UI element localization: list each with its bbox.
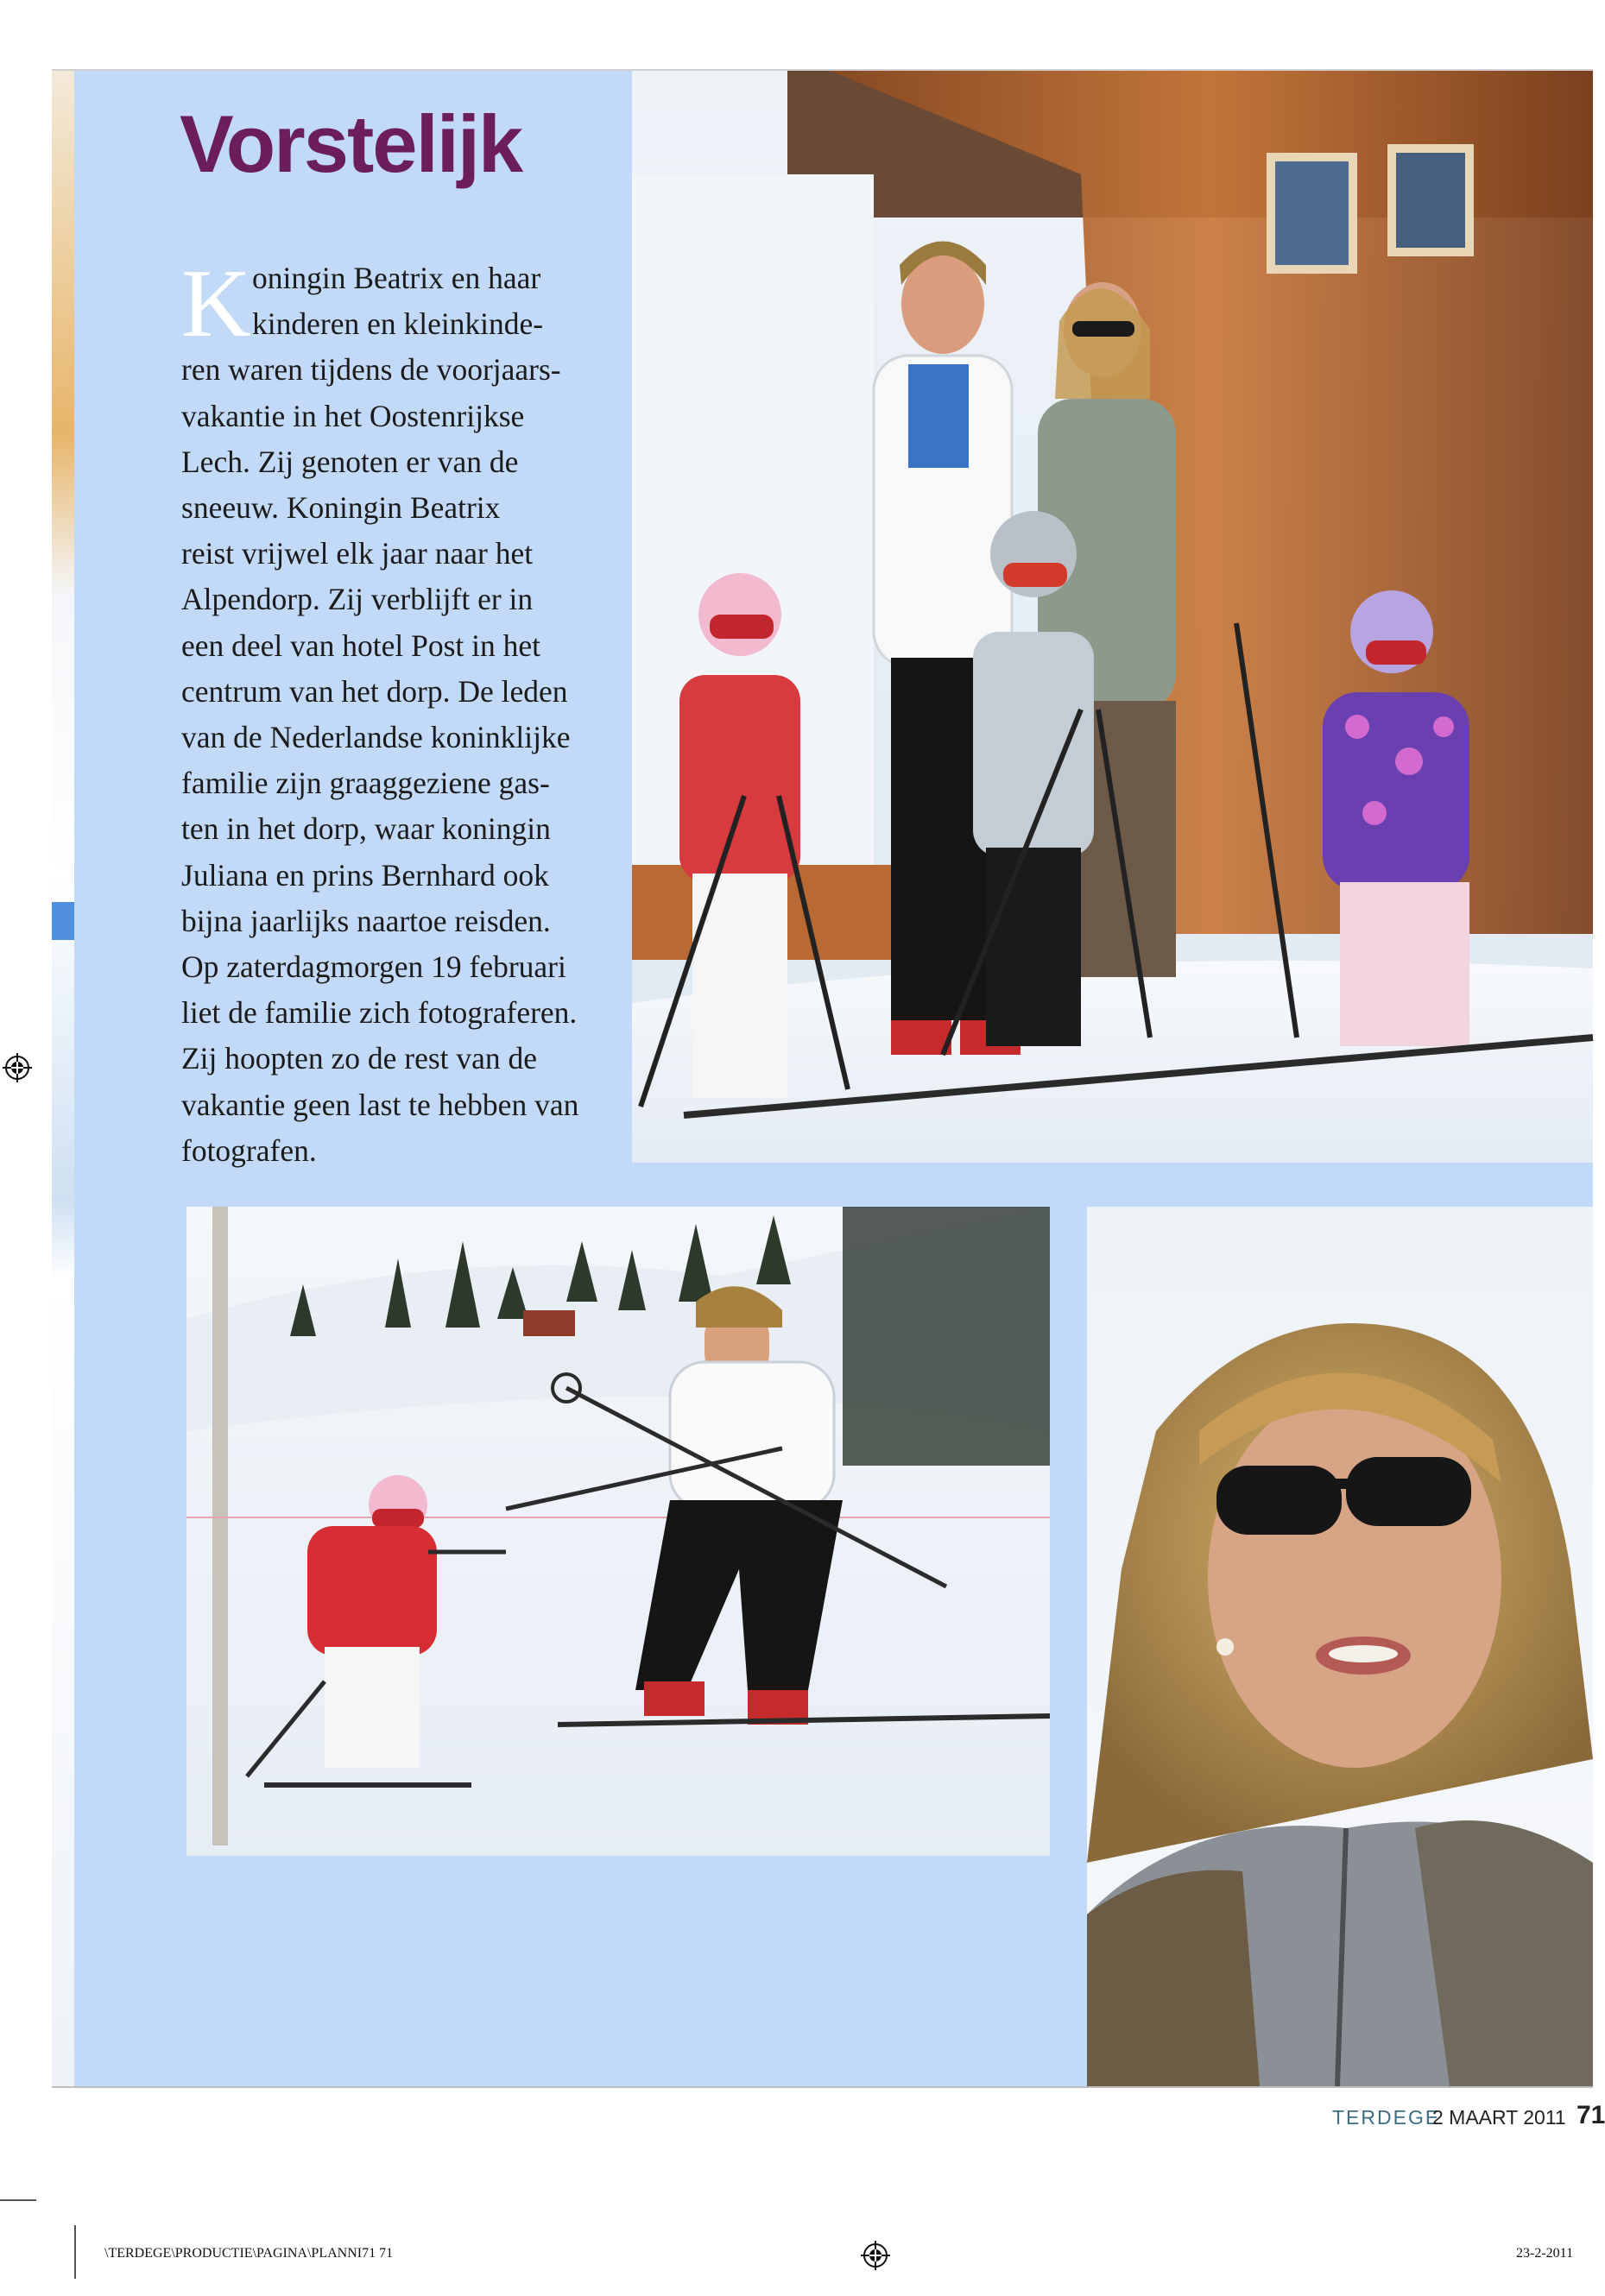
body-line: sneeuw. Koningin Beatrix [181, 490, 501, 526]
body-line: centrum van het dorp. De leden [181, 673, 568, 709]
body-line: vakantie geen last te hebben van [181, 1087, 579, 1122]
family-ski-photo [632, 71, 1593, 1163]
page-number: 71 [1577, 2101, 1605, 2129]
registration-mark-icon [3, 1053, 32, 1082]
drop-cap: K [181, 250, 251, 357]
body-line: van de Nederlandse koninklijke [181, 720, 571, 755]
bleed-blue-tab [52, 902, 74, 940]
body-line: familie zijn graaggeziene gas- [181, 766, 550, 801]
crop-mark [74, 2225, 76, 2279]
print-slug-path: \TERDEGE\PRODUCTIE\PAGINA\PLANNI71 71 [104, 2246, 394, 2261]
body-line: Lech. Zij genoten er van de [181, 444, 519, 479]
body-line: liet de familie zich fotograferen. [181, 995, 578, 1031]
ski-lesson-photo [186, 1207, 1050, 1856]
crop-mark [0, 2199, 36, 2201]
print-slug-date: 23-2-2011 [1516, 2246, 1574, 2261]
previous-page-bleed [52, 71, 74, 2086]
body-line: ren waren tijdens de voorjaars- [181, 352, 561, 388]
registration-mark-icon [861, 2241, 890, 2270]
body-line: Alpendorp. Zij verblijft er in [181, 582, 534, 617]
body-line: reist vrijwel elk jaar naar het [181, 536, 534, 571]
body-line: bijna jaarlijks naartoe reisden. [181, 903, 551, 938]
body-line: Juliana en prins Bernhard ook [181, 857, 549, 893]
body-line: ten in het dorp, waar koningin [181, 811, 551, 847]
body-line: vakantie in het Oostenrijkse [181, 398, 525, 433]
bottom-rule [52, 2086, 1593, 2088]
body-line: Op zaterdagmorgen 19 februari [181, 949, 566, 985]
body-line: Zij hoopten zo de rest van de [181, 1041, 538, 1076]
portrait-photo [1087, 1207, 1593, 2086]
body-line: fotografen. [181, 1132, 317, 1168]
body-line: oningin Beatrix en haar [252, 261, 541, 295]
issue-date: 2 MAART 2011 [1432, 2106, 1566, 2129]
article-body [181, 250, 613, 1174]
magazine-name: TERDEGE [1332, 2106, 1441, 2129]
article-title: Vorstelijk [180, 98, 522, 189]
body-line: een deel van hotel Post in het [181, 628, 541, 663]
body-line: kinderen en kleinkinde- [252, 306, 544, 342]
